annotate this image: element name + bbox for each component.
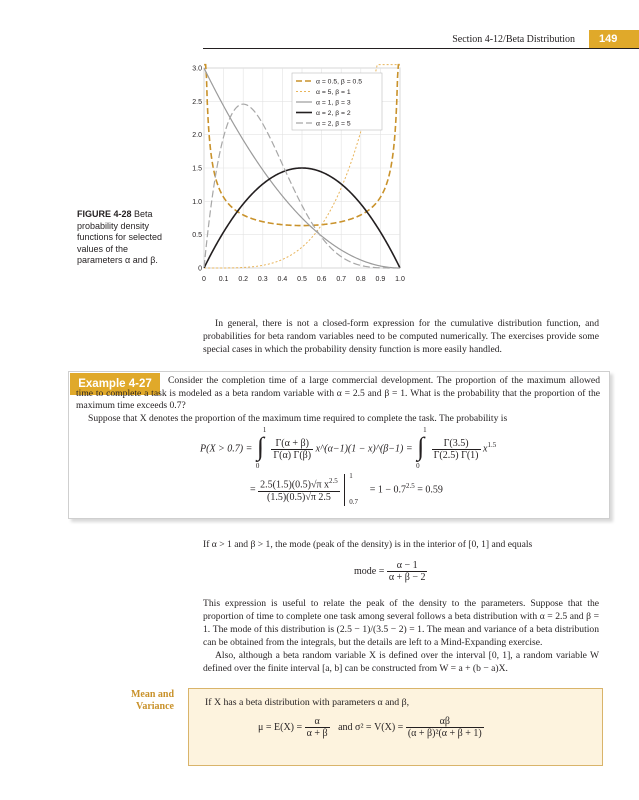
probability-equation — [200, 426, 497, 470]
figure-number: FIGURE 4-28 — [77, 209, 132, 219]
gamma2-numerator: Γ(3.5) — [432, 438, 481, 450]
intro-text: In general, there is not a closed-form expression for the cumulative distribution function, and probabilities for beta random variables need to be computed numerically. The exercises provide some special cases in which the probability density function is more easily handled. — [203, 318, 599, 355]
header-rule — [203, 48, 639, 49]
x-tick-label: 0.3 — [257, 276, 268, 283]
example-question: Consider the completion time of a large commercial development. The proportion of the maximum allowed time to complete a task is modeled as a beta random variable with α = 2.5 and β = 1. What is the probability that the proportion of the maximum time exceeds 0.7? — [76, 375, 600, 411]
example-text — [76, 375, 600, 425]
integral-sign-2: ∫ 1 0 — [416, 426, 427, 470]
y-tick-label: 2.5 — [192, 98, 202, 106]
integral-upper: 1 — [262, 426, 267, 434]
example-label: Example 4-27 — [70, 373, 160, 395]
y-tick-label: 0.5 — [192, 232, 202, 240]
eq2-numerator: 2.5(1.5)(0.5)√π x — [260, 479, 329, 491]
eval-upper: 1 — [349, 472, 353, 480]
integral-2-upper: 1 — [423, 426, 427, 434]
mean-denominator: α + β — [306, 728, 328, 739]
mean-variance-text: If X has a beta distribution with parameters α and β, — [205, 697, 410, 708]
y-tick-label: 0 — [198, 265, 202, 273]
mode-discussion: This expression is useful to relate the peak of the density to the parameters. Suppose that the proportion of time to complete one task among several follows a beta distribution with α = 2.5 and β = 1. The mode of this distribution is (2.5 − 1)/(3.5 − 2) = 1. The mean and variance of a beta distribution can be obtained from the integrals, but the details are left to a Mind-Expanding exercise. — [203, 598, 599, 648]
example-setup: Suppose that X denotes the proportion of the maximum time required to complete the task. The probability is — [88, 412, 508, 424]
body-paragraphs — [203, 597, 599, 675]
integral-2-lower: 0 — [416, 462, 420, 470]
gamma-fraction-2 — [432, 438, 481, 461]
eq2-answer: = 0.59 — [417, 484, 443, 496]
eq1-lhs: P(X > 0.7) = — [200, 443, 253, 455]
eq2-num-exponent: 2.5 — [329, 477, 338, 486]
eq2-equals: = — [250, 484, 256, 496]
x-tick-label: 0.4 — [277, 276, 288, 283]
integral-lower: 0 — [255, 462, 260, 470]
integral-sign: ∫ 1 0 — [255, 426, 267, 470]
y-tick-label: 1.5 — [192, 165, 202, 173]
probability-result-equation — [250, 474, 443, 506]
legend-entry: α = 0.5, β = 0.5 — [316, 78, 363, 86]
x-tick-label: 0.6 — [316, 276, 327, 283]
variance-lhs: and σ² = V(X) = — [338, 722, 404, 733]
eq1-x: x — [483, 443, 488, 455]
x-tick-label: 0.5 — [297, 276, 307, 283]
gamma2-denominator: Γ(2.5) Γ(1) — [433, 449, 479, 461]
mean-variance-label: Mean and Variance — [130, 689, 174, 712]
x-tick-label: 0.9 — [375, 276, 386, 283]
mean-variance-equation — [258, 716, 484, 739]
y-tick-label: 2.0 — [192, 132, 202, 140]
mode-numerator: α − 1 — [387, 560, 428, 572]
eval-lower: 0.7 — [349, 498, 358, 506]
variance-numerator: αβ — [406, 716, 484, 728]
eq1-kernel: x^(α−1)(1 − x)^(β−1) = — [315, 443, 413, 455]
variance-denominator: (α + β)²(α + β + 1) — [407, 728, 482, 739]
mode-lhs: mode = — [354, 566, 385, 577]
x-tick-label: 0 — [202, 276, 206, 283]
gamma-fraction — [271, 438, 313, 461]
running-header: Section 4-12/Beta Distribution — [452, 34, 575, 45]
page-number: 149 — [589, 30, 639, 48]
intro-paragraph — [203, 317, 599, 356]
mean-numerator: α — [305, 716, 330, 728]
y-tick-label: 1.0 — [192, 198, 202, 206]
eq2-result-exponent: 2.5 — [406, 481, 415, 490]
x-tick-label: 0.2 — [238, 276, 249, 283]
mean-lhs: μ = E(X) = — [258, 722, 303, 733]
legend-entry: α = 5, β = 1 — [316, 89, 351, 96]
eq1-exponent: 1.5 — [487, 440, 497, 449]
mode-denominator: α + β − 2 — [388, 572, 426, 583]
x-tick-label: 0.1 — [218, 276, 229, 283]
mode-intro — [203, 538, 599, 551]
gamma-numerator: Γ(α + β) — [271, 438, 313, 450]
legend-entry: α = 2, β = 5 — [316, 120, 351, 128]
mode-intro-text: If α > 1 and β > 1, the mode (peak of the density) is in the interior of [0, 1] and equals — [203, 539, 533, 550]
figure-caption — [77, 209, 172, 267]
x-tick-label: 0.8 — [355, 276, 366, 283]
y-tick-label: 3.0 — [192, 65, 202, 73]
x-tick-label: 0.7 — [336, 276, 347, 283]
interval-discussion: Also, although a beta random variable X is defined over the interval [0, 1], a random variable W defined over the finite interval [a, b] can be constructed from W = a + (b − a)X. — [203, 650, 599, 674]
x-tick-label: 1.0 — [395, 276, 405, 283]
eq2-result: = 1 − 0.7 — [369, 484, 407, 496]
legend-entry: α = 2, β = 2 — [316, 110, 351, 117]
evaluation-bar — [344, 474, 367, 506]
gamma-denominator: Γ(α) Γ(β) — [273, 449, 312, 461]
eq2-denominator: (1.5)(0.5)√π 2.5 — [267, 491, 331, 503]
figure-caption-text: Beta probability density functions for selected values of the parameters α and β. — [77, 209, 163, 265]
eq2-fraction — [258, 477, 340, 502]
mode-equation — [354, 560, 427, 583]
beta-density-chart — [180, 58, 420, 294]
legend-entry: α = 1, β = 3 — [316, 99, 351, 107]
